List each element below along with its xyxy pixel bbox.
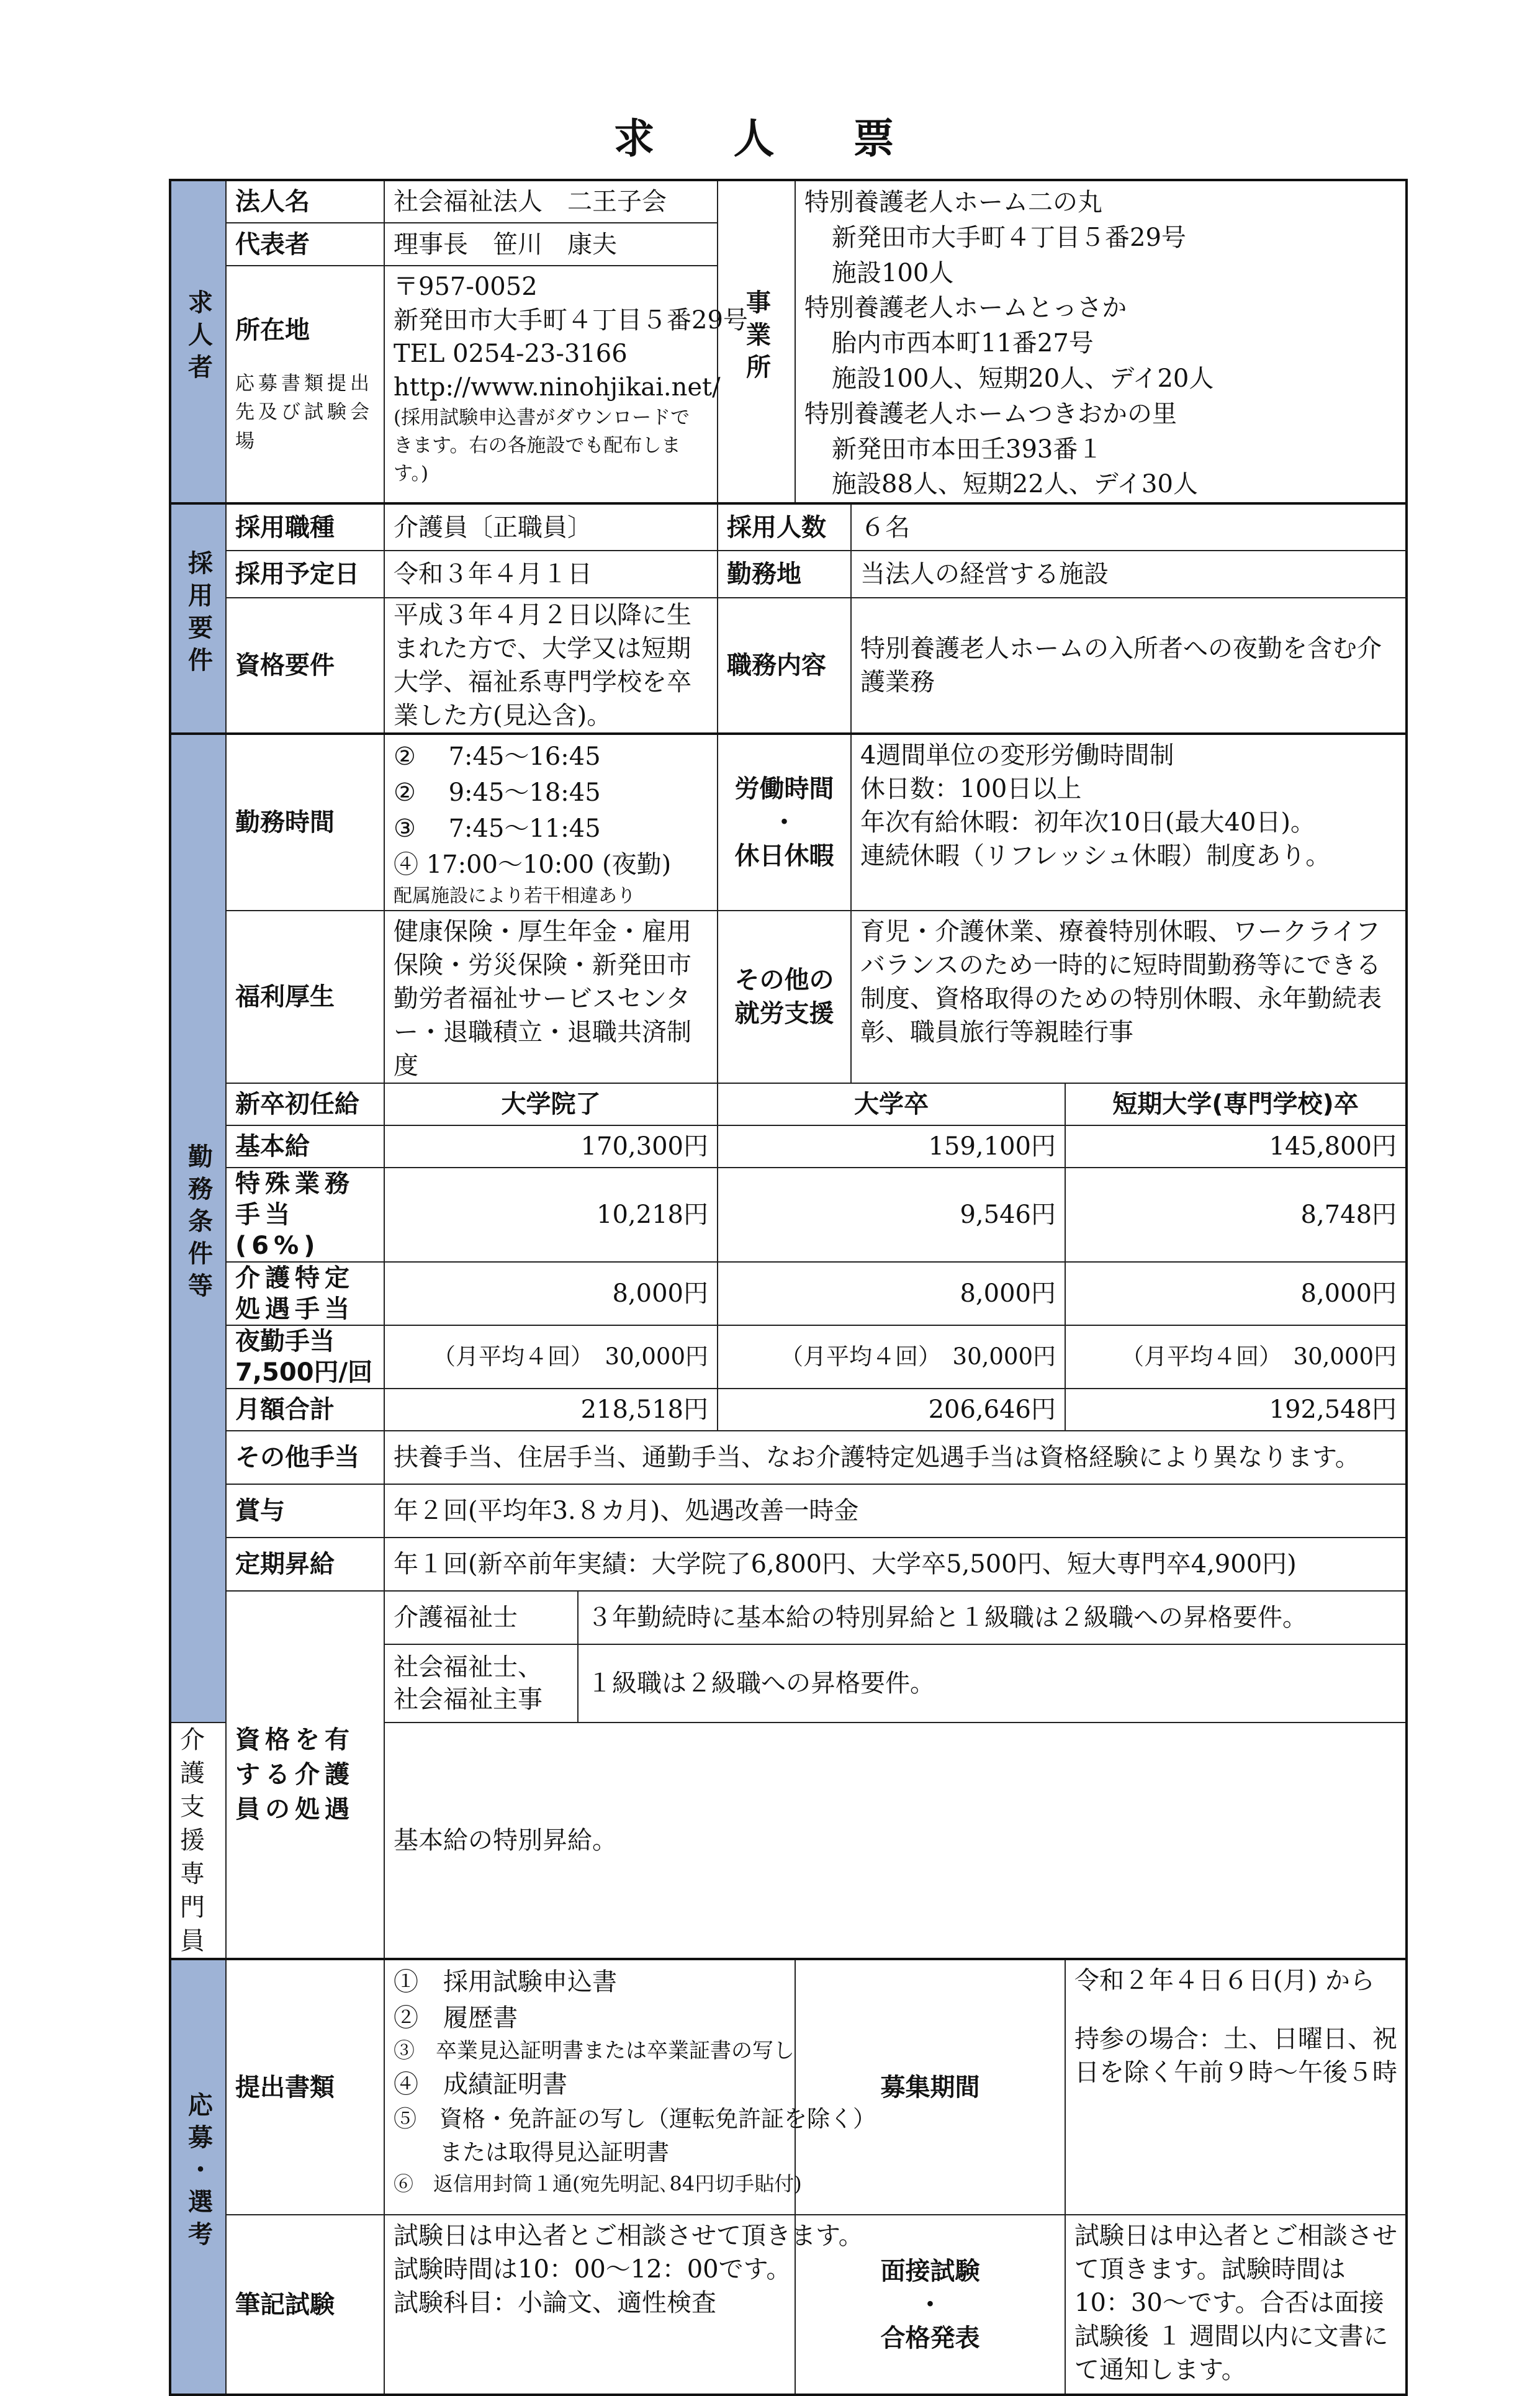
written-exam-label: 筆記試験 <box>226 2215 384 2395</box>
pay-raise-label: 定期昇給 <box>226 1538 384 1591</box>
pay-column-university: 大学卒 <box>718 1083 1065 1125</box>
document-item: ② 履歴書 <box>394 2004 518 2033</box>
pay-cell: 8,748円 <box>1065 1168 1407 1262</box>
pay-cell: （月平均４回） 30,000円 <box>1065 1325 1407 1389</box>
office-3-address: 新発田市本田壬393番１ <box>832 435 1103 464</box>
pay-cell: （月平均４回） 30,000円 <box>718 1325 1065 1389</box>
office-1-address: 新発田市大手町４丁目５番29号 <box>832 223 1186 252</box>
shift-note: 配属施設により若干相違あり <box>394 885 636 908</box>
shift-4: ④ 17:00～10:00 (夜勤) <box>394 850 672 880</box>
license-holder-label: 資格を有する介護員の処遇 <box>226 1591 384 1959</box>
office-2-address: 胎内市西本町11番27号 <box>832 329 1094 358</box>
document-item: ① 採用試験申込書 <box>394 1968 617 1997</box>
website-url[interactable]: http://www.ninohjikai.net/ <box>394 373 721 402</box>
representative-value: 理事長 笹川 康夫 <box>384 223 718 266</box>
duty-label: 職務内容 <box>718 598 851 734</box>
documents-list <box>384 1959 876 2215</box>
page-title: 求 人 票 <box>613 114 927 163</box>
license-benefit: ３年勤続時に基本給の特別昇給と１級職は２級職への昇格要件。 <box>578 1591 1407 1644</box>
document-item: または取得見込証明書 <box>394 2139 669 2166</box>
section-requirements: 採用要件 <box>170 503 226 734</box>
office-list <box>795 180 1407 503</box>
pay-cell: 145,800円 <box>1065 1125 1407 1168</box>
bonus-label: 賞与 <box>226 1484 384 1538</box>
recruit-period-label: 募集期間 <box>795 1959 1065 2215</box>
representative-label: 代表者 <box>226 223 384 266</box>
hire-count-label: 採用人数 <box>718 503 851 551</box>
pay-cell: 8,000円 <box>1065 1262 1407 1325</box>
qualification-value: 平成３年４月２日以降に生まれた方で、大学又は短期大学、福祉系専門学校を卒業した方(見込含)。 <box>384 598 718 734</box>
pay-row-special-duty: 特殊業務手当(6%) 10,218円 9,546円 8,748円 <box>170 1168 1407 1262</box>
other-support-value: 育児・介護休業、療養特別休暇、ワークライフバランスのため一時的に短時間勤務等にできる制度、資格取得のための特別休暇、永年勤続表彰、職員旅行等親睦行事 <box>851 911 1407 1083</box>
pay-cell: 170,300円 <box>384 1125 718 1168</box>
office-1-name: 特別養護老人ホーム二の丸 <box>804 188 1102 217</box>
pay-cell: 206,646円 <box>718 1389 1065 1431</box>
pay-cell: 8,000円 <box>384 1262 718 1325</box>
office-3-name: 特別養護老人ホームつきおかの里 <box>804 399 1177 428</box>
shift-2: ② 9:45～18:45 <box>394 778 601 808</box>
office-1-capacity: 施設100人 <box>832 258 954 287</box>
office-label: 事業所 <box>718 180 795 503</box>
pay-cell: （月平均４回） 30,000円 <box>384 1325 718 1389</box>
address-sub-label: 応募書類提出先及び試験会場 <box>235 372 373 453</box>
worktime-holiday-value: 4週間単位の変形労働時間制 休日数：100日以上 年次有給休暇：初年次10日(最大40日)。 連続休暇（リフレッシュ休暇）制度あり。 <box>851 734 1407 911</box>
worktime-holiday-label: 労働時間 ・ 休日休暇 <box>718 734 851 911</box>
job-type-value: 介護員〔正職員〕 <box>384 503 718 551</box>
interview-value: 試験日は申込者とご相談させて頂きます。試験時間は10：30～です。合否は面接試験後 １ 週間以内に文書にて通知します。 <box>1065 2215 1407 2395</box>
corp-name-label: 法人名 <box>226 180 384 223</box>
pay-raise-value: 年１回(新卒前年実績：大学院了6,800円、大学卒5,500円、短大専門卒4,900円) <box>384 1538 1407 1591</box>
postal-code: 〒957-0052 <box>394 272 538 302</box>
written-exam-value: 試験日は申込者とご相談させて頂きます。 試験時間は10：00～12：00です。 試験科目：小論文、適性検査 <box>384 2215 795 2395</box>
download-note: (採用試験申込書がダウンロードできます。右の各施設でも配布します。) <box>394 407 690 485</box>
office-3-capacity: 施設88人、短期22人、デイ30人 <box>832 470 1198 499</box>
office-2-capacity: 施設100人、短期20人、デイ20人 <box>832 364 1214 393</box>
pay-row-night-shift: 夜勤手当 7,500円/回 （月平均４回） 30,000円 （月平均４回） 30,000円 （月平均４回） 30,000円 <box>170 1325 1407 1389</box>
hire-count-value: ６名 <box>851 503 1407 551</box>
hire-date-label: 採用予定日 <box>226 551 384 598</box>
pay-cell: 218,518円 <box>384 1389 718 1431</box>
document-item: ③ 卒業見込証明書または卒業証書の写し <box>394 2038 795 2064</box>
work-place-value: 当法人の経営する施設 <box>851 551 1407 598</box>
section-recruiter: 求人者 <box>170 180 226 503</box>
address-label: 所在地 応募書類提出先及び試験会場 <box>226 266 384 503</box>
other-allowance-label: その他手当 <box>226 1431 384 1484</box>
document-item: ⑥ 返信用封筒１通(宛先明記､84円切手貼付) <box>394 2171 802 2196</box>
license-name: 介護支援専門員 <box>170 1723 226 1959</box>
document-item: ④ 成績証明書 <box>394 2070 567 2099</box>
documents-label: 提出書類 <box>226 1959 384 2215</box>
pay-row-monthly-total: 月額合計 218,518円 206,646円 192,548円 <box>170 1389 1407 1431</box>
duty-value: 特別養護老人ホームの入所者への夜勤を含む介護業務 <box>851 598 1407 734</box>
shift-1: ② 7:45～16:45 <box>394 742 601 772</box>
license-name: 介護福祉士 <box>384 1591 578 1644</box>
license-name: 社会福祉士、 社会福祉主事 <box>384 1644 578 1723</box>
job-offer-form <box>169 179 1408 2396</box>
document-item: ⑤ 資格・免許証の写し（運転免許証を除く） <box>394 2106 876 2133</box>
work-hours-value <box>384 734 718 911</box>
welfare-label: 福利厚生 <box>226 911 384 1083</box>
office-2-name: 特別養護老人ホームとっさか <box>804 294 1127 323</box>
corp-name-value: 社会福祉法人 二王子会 <box>384 180 718 223</box>
address-value <box>384 266 748 503</box>
section-conditions: 勤務条件等 <box>170 734 226 1723</box>
qualification-label: 資格要件 <box>226 598 384 734</box>
license-benefit: １級職は２級職への昇格要件。 <box>578 1644 1407 1723</box>
pay-cell: 10,218円 <box>384 1168 718 1262</box>
bonus-value: 年２回(平均年3.８カ月)、処遇改善一時金 <box>384 1484 1407 1538</box>
shift-3: ③ 7:45～11:45 <box>394 814 601 844</box>
pay-row-care-treatment: 介護特定処遇手当 8,000円 8,000円 8,000円 <box>170 1262 1407 1325</box>
pay-column-junior-college: 短期大学(専門学校)卒 <box>1065 1083 1407 1125</box>
starting-pay-label: 新卒初任給 <box>226 1083 384 1125</box>
other-allowance-value: 扶養手当、住居手当、通勤手当、なお介護特定処遇手当は資格経験により異なります。 <box>384 1431 1407 1484</box>
welfare-value: 健康保険・厚生年金・雇用保険・労災保険・新発田市勤労者福祉サービスセンター・退職積立・退職共済制度 <box>384 911 718 1083</box>
license-benefit: 基本給の特別昇給。 <box>384 1723 1407 1959</box>
street-address: 新発田市大手町４丁目５番29号 <box>394 306 748 335</box>
section-selection: 応募・選考 <box>170 1959 226 2395</box>
pay-cell: 9,546円 <box>718 1168 1065 1262</box>
job-type-label: 採用職種 <box>226 503 384 551</box>
recruit-period-value: 令和２年４日６日(月) から 持参の場合：土、日曜日、祝日を除く午前９時～午後５時 <box>1065 1959 1407 2215</box>
pay-column-grad-school: 大学院了 <box>384 1083 718 1125</box>
other-support-label: その他の 就労支援 <box>718 911 851 1083</box>
phone-number: TEL 0254-23-3166 <box>394 340 628 369</box>
pay-row-base: 基本給 170,300円 159,100円 145,800円 <box>170 1125 1407 1168</box>
interview-label: 面接試験 ・ 合格発表 <box>795 2215 1065 2395</box>
pay-cell: 8,000円 <box>718 1262 1065 1325</box>
work-place-label: 勤務地 <box>718 551 851 598</box>
hire-date-value: 令和３年４月１日 <box>384 551 718 598</box>
work-hours-label: 勤務時間 <box>226 734 384 911</box>
pay-cell: 192,548円 <box>1065 1389 1407 1431</box>
pay-cell: 159,100円 <box>718 1125 1065 1168</box>
